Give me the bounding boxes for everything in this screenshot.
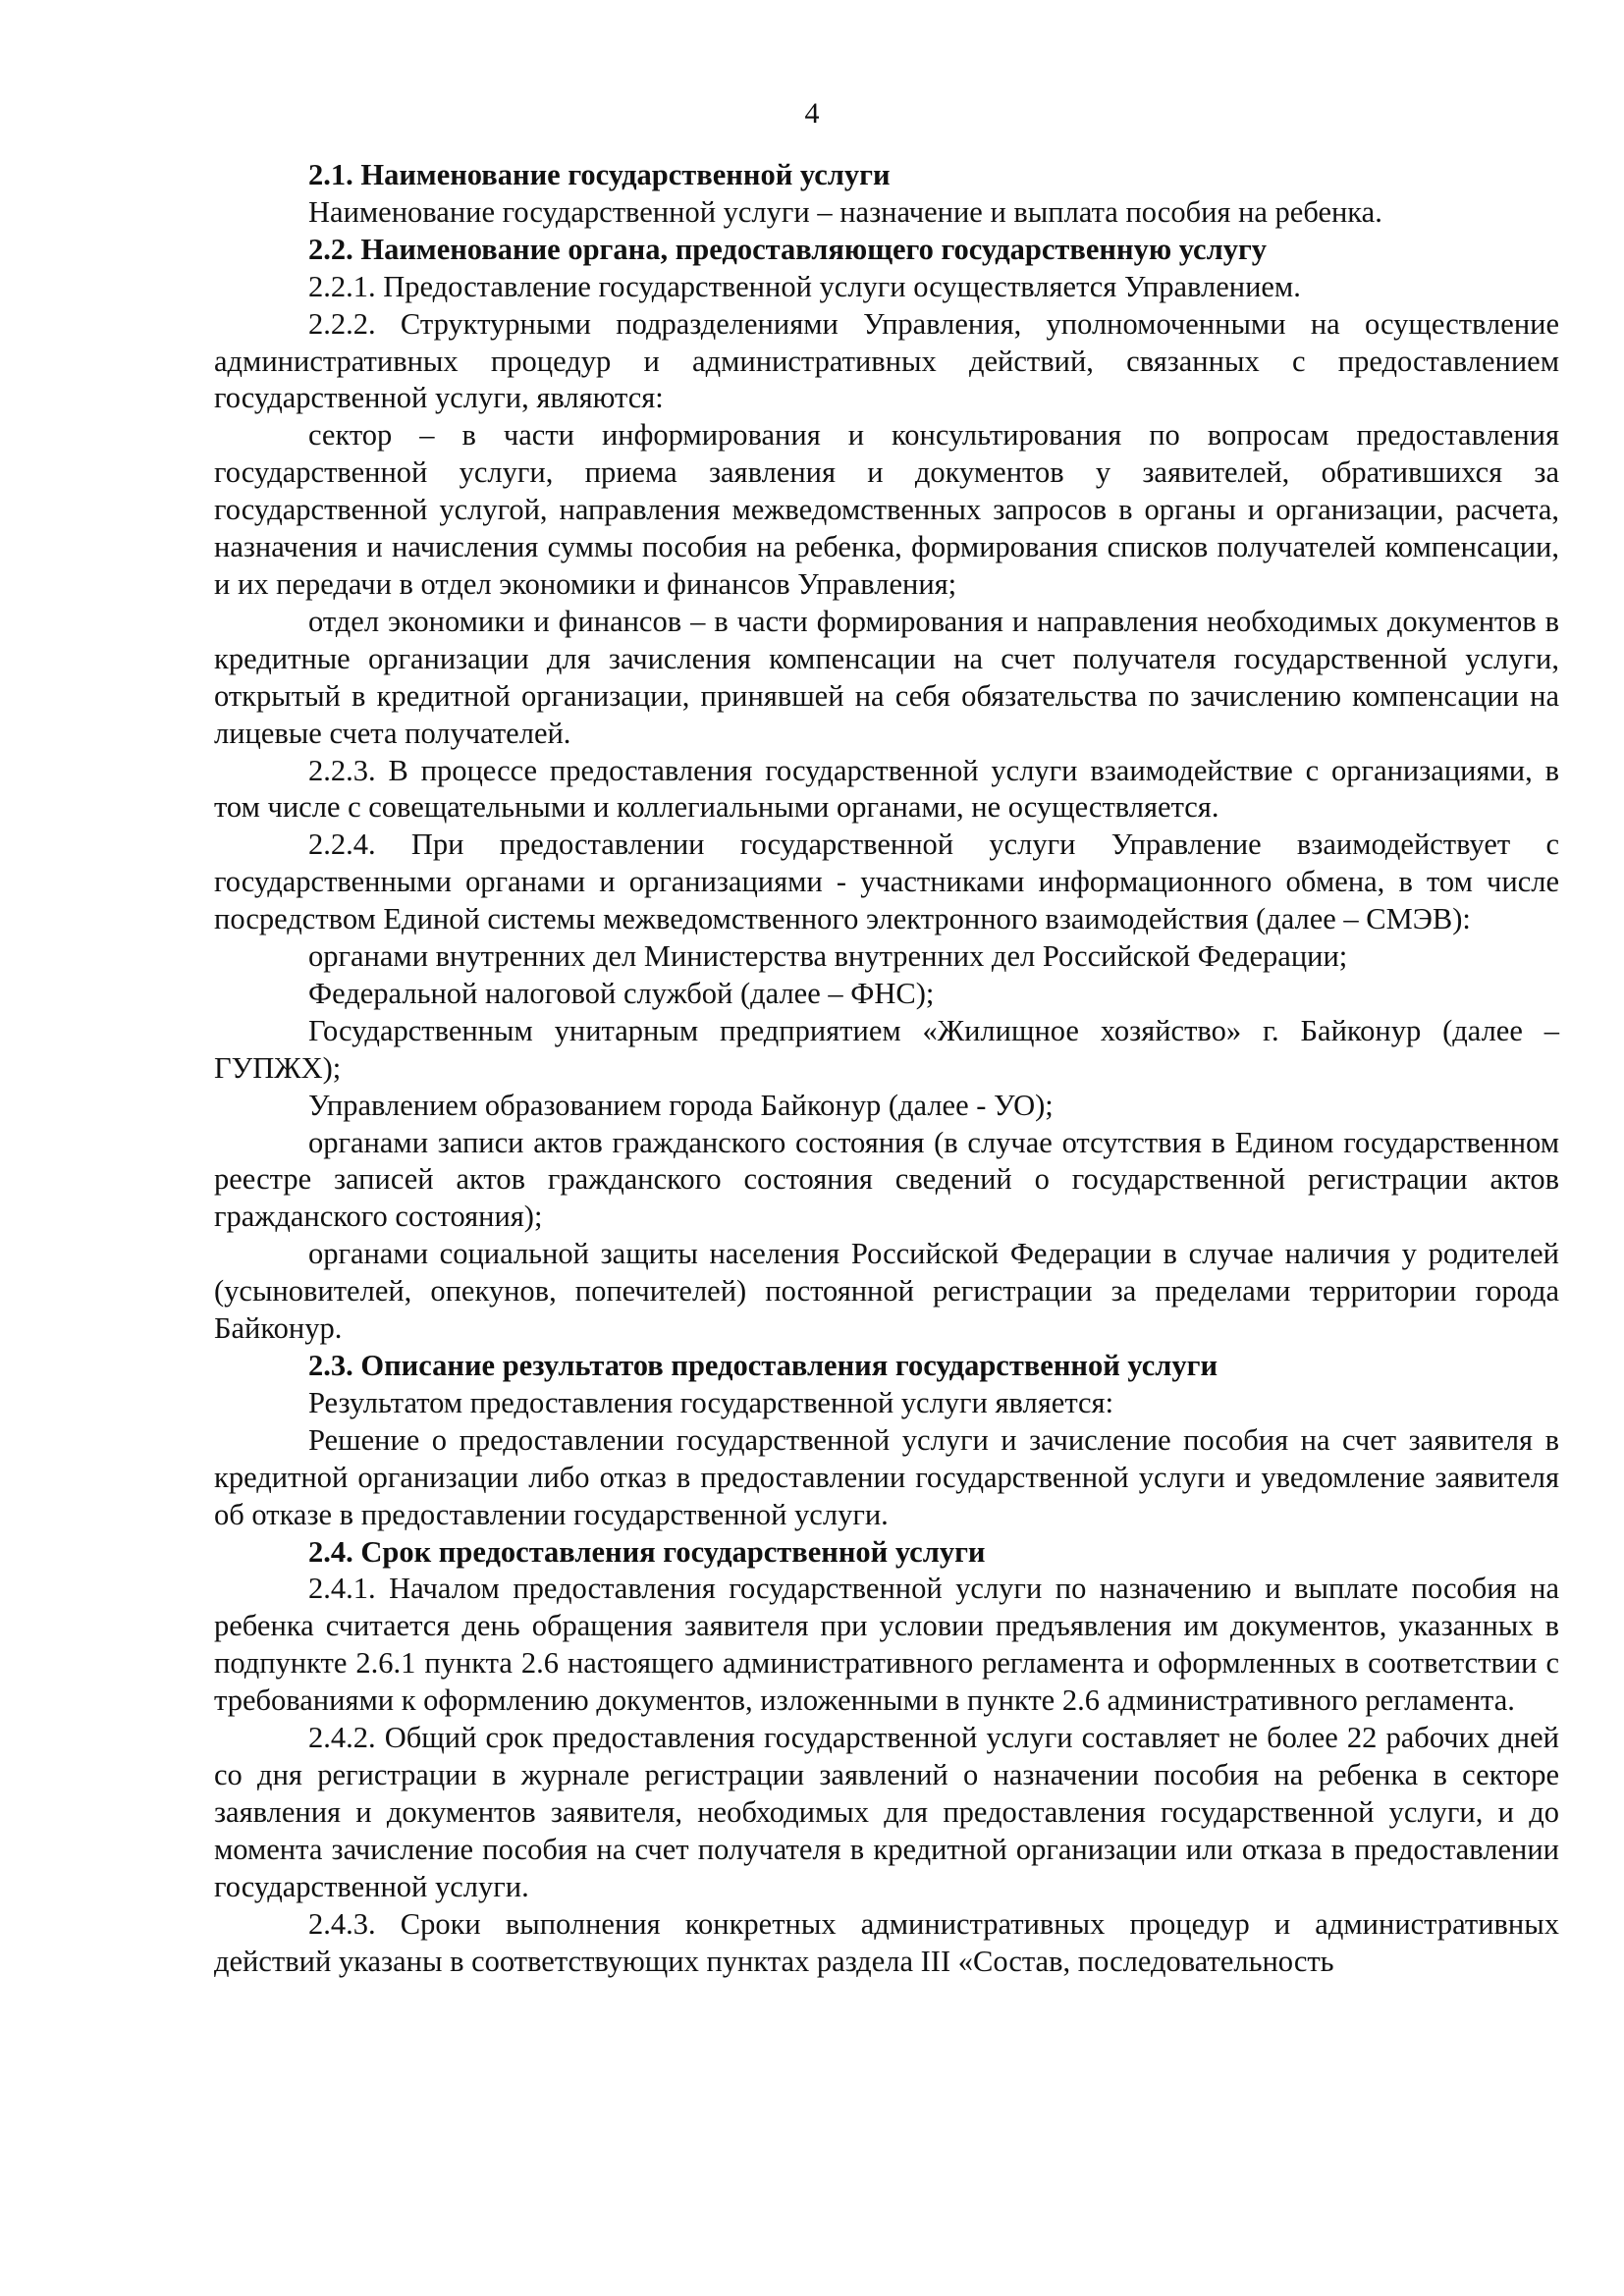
paragraph: сектор – в части информирования и консультирования по вопросам предоставления государственной услуги, приема заявления и документов у заявителей, обратившихся за государственной услугой, направления межведомственных запросов в органы и организации, расчета, назначения и начисления суммы пособия на ребенка, формирования списков получателей компенсации, и их передачи в отдел экономики и финансов Управления; bbox=[214, 418, 1559, 601]
page-number: 4 bbox=[804, 97, 820, 130]
list-item: Федеральной налоговой службой (далее – ФНС); bbox=[308, 976, 935, 1010]
section-heading-2-1: 2.1. Наименование государственной услуги bbox=[308, 158, 891, 191]
paragraph: 2.2.1. Предоставление государственной услуги осуществляется Управлением. bbox=[308, 269, 1301, 303]
section-heading-2-2: 2.2. Наименование органа, предоставляющего государственную услугу bbox=[308, 232, 1268, 266]
list-item: органами внутренних дел Министерства внутренних дел Российской Федерации; bbox=[308, 939, 1348, 974]
paragraph: 2.4.2. Общий срок предоставления государственной услуги составляет не более 22 рабочих дней со дня регистрации в журнале регистрации заявлений о назначении пособия на ребенка в секторе заявления и документов заявителя, необходимых для предоставления государственной услуги, и до момента зачисление пособия на счет получателя в кредитной организации или отказа в предоставлении государственной услуги. bbox=[214, 1721, 1559, 1903]
paragraph: 2.2.4. При предоставлении государственной услуги Управление взаимодействует с государственными органами и организациями - участниками информационного обмена, в том числе посредством Единой системы межведомственного электронного взаимодействия (далее – СМЭВ): bbox=[214, 828, 1559, 936]
list-item: органами записи актов гражданского состояния (в случае отсутствия в Едином государственном реестре записей актов гражданского состояния сведений о государственной регистрации актов гражданского состояния); bbox=[214, 1125, 1559, 1234]
paragraph: 2.4.3. Сроки выполнения конкретных административных процедур и административных действий указаны в соответствующих пунктах раздела III «Состав, последовательность bbox=[214, 1906, 1559, 1978]
paragraph: 2.4.1. Началом предоставления государственной услуги по назначению и выплате пособия на ребенка считается день обращения заявителя при условии предъявления им документов, указанных в подпункте 2.6.1 пункта 2.6 настоящего административного регламента и оформленных в соответствии с требованиями к оформлению документов, изложенными в пункте 2.6 административного регламента. bbox=[214, 1572, 1559, 1718]
document-body bbox=[214, 157, 1559, 1980]
paragraph: Результатом предоставления государственной услуги является: bbox=[308, 1385, 1114, 1419]
paragraph: отдел экономики и финансов – в части формирования и направления необходимых документов в кредитные организации для зачисления компенсации на счет получателя государственной услуги, открытый в кредитной организации, принявшей на себя обязательства по зачислению компенсации на лицевые счета получателей. bbox=[214, 604, 1559, 750]
paragraph: 2.2.3. В процессе предоставления государственной услуги взаимодействие с организациями, в том числе с совещательными и коллегиальными органами, не осуществляется. bbox=[214, 753, 1559, 825]
section-heading-2-4: 2.4. Срок предоставления государственной услуги bbox=[308, 1534, 986, 1569]
section-heading-2-3: 2.3. Описание результатов предоставления государственной услуги bbox=[308, 1349, 1218, 1382]
paragraph: Наименование государственной услуги – назначение и выплата пособия на ребенка. bbox=[308, 194, 1382, 229]
list-item: Государственным унитарным предприятием «Жилищное хозяйство» г. Байконур (далее – ГУПЖХ); bbox=[214, 1013, 1559, 1085]
paragraph: Решение о предоставлении государственной услуги и зачисление пособия на счет заявителя в кредитной организации либо отказ в предоставлении государственной услуги и уведомление заявителя об отказе в предоставлении государственной услуги. bbox=[214, 1422, 1559, 1531]
list-item: Управлением образованием города Байконур (далее - УО); bbox=[308, 1088, 1054, 1122]
paragraph: 2.2.2. Структурными подразделениями Управления, уполномоченными на осуществление административных процедур и административных действий, связанных с предоставлением государственной услуги, являются: bbox=[214, 306, 1559, 415]
list-item: органами социальной защиты населения Российской Федерации в случае наличия у родителей (усыновителей, опекунов, попечителей) постоянной регистрации за пределами территории города Байконур. bbox=[214, 1237, 1559, 1346]
